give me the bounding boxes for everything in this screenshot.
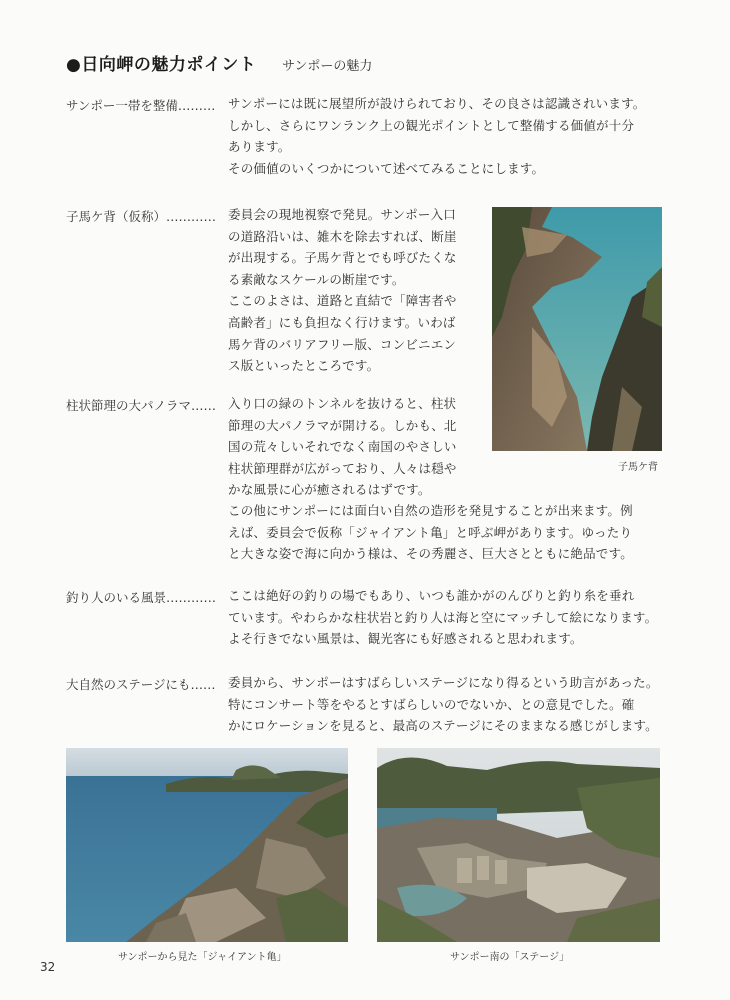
caption-giant-turtle: サンポーから見た「ジャイアント亀」 — [118, 952, 287, 963]
photo-komagase — [492, 207, 662, 451]
text-columnar-panorama — [228, 393, 478, 501]
text-line: かにロケーションを見ると、最高のステージにそのままなる感じがします。 — [228, 718, 658, 734]
label-komagase: 子馬ケ背（仮称）………… — [66, 209, 217, 224]
text-line: 節理の大パノラマが開ける。しかも、北 — [228, 417, 457, 433]
text-line: 柱状節理群が広がっており、人々は穏や — [228, 460, 457, 476]
photo-giant-turtle-image — [66, 748, 348, 942]
text-sanpo-area — [228, 93, 678, 179]
text-line: あります。 — [228, 139, 291, 155]
text-stage — [228, 672, 678, 737]
text-line: ここのよさは、道路と直結で「障害者や — [228, 293, 457, 309]
text-line: この他にサンポーには面白い自然の造形を発見することが出来ます。例 — [228, 503, 633, 518]
text-komagase — [228, 204, 478, 377]
label-sanpo-area: サンポー一帯を整備……… — [66, 98, 216, 113]
text-line: しかし、さらにワンランク上の観光ポイントとして整備する価値が十分 — [228, 117, 635, 133]
text-line: 委員会の現地視察で発見。サンポー入口 — [228, 207, 456, 222]
text-line: の道路沿いは、雑木を除去すれば、断崖 — [228, 228, 457, 244]
section-subtitle: サンポーの魅力 — [282, 59, 373, 74]
text-line: 特にコンサート等をやるとすばらしいのでないか、との意見でした。確 — [228, 696, 635, 712]
text-line: が出現する。子馬ケ背とでも呼びたくな — [228, 250, 457, 266]
text-line: と大きな姿で海に向かう様は、その秀麗さ、巨大さとともに絶品です。 — [228, 546, 633, 562]
text-line: ここは絶好の釣りの場でもあり、いつも誰かがのんびりと釣り糸を垂れ — [228, 588, 635, 603]
text-line: 国の荒々しいそれでなく南国のやさしい — [228, 439, 457, 455]
text-line: る素敵なスケールの断崖です。 — [228, 271, 405, 287]
photo-stage — [377, 748, 660, 942]
photo-stage-image — [377, 748, 660, 942]
label-stage: 大自然のステージにも…… — [66, 677, 216, 692]
text-line: ています。やわらかな柱状岩と釣り人は海と空にマッチして絵になります。 — [228, 609, 658, 625]
photo-komagase-image — [492, 207, 662, 451]
text-line: 馬ケ背のバリアフリー版、コンビニエン — [228, 336, 457, 352]
text-line: ス版といったところです。 — [228, 358, 380, 374]
text-line: 入り口の緑のトンネルを抜けると、柱状 — [228, 396, 457, 411]
caption-komagase: 子馬ケ背 — [618, 462, 658, 473]
text-line: えば、委員会で仮称「ジャイアント亀」と呼ぶ岬があります。ゆったり — [228, 524, 633, 540]
text-giant-turtle — [228, 500, 678, 565]
text-line: サンポーには既に展望所が設けられており、その良さは認識されいます。 — [228, 96, 646, 111]
text-line: その価値のいくつかについて述べてみることにします。 — [228, 160, 545, 176]
page-number: 32 — [40, 960, 56, 974]
text-fishing — [228, 585, 678, 650]
text-line: 委員から、サンポーはすばらしいステージになり得るという助言があった。 — [228, 675, 659, 690]
text-line: かな風景に心が癒されるはずです。 — [228, 482, 431, 498]
caption-stage: サンポー南の「ステージ」 — [450, 952, 570, 963]
label-fishing: 釣り人のいる風景………… — [66, 590, 217, 605]
text-line: よそ行きでない風景は、観光客にも好感されると思われます。 — [228, 631, 583, 647]
photo-giant-turtle — [66, 748, 348, 942]
section-title: ●日向岬の魅力ポイント — [66, 55, 257, 75]
text-line: 高齢者」にも負担なく行けます。いわば — [228, 314, 456, 330]
label-columnar-panorama: 柱状節理の大パノラマ…… — [66, 398, 217, 413]
